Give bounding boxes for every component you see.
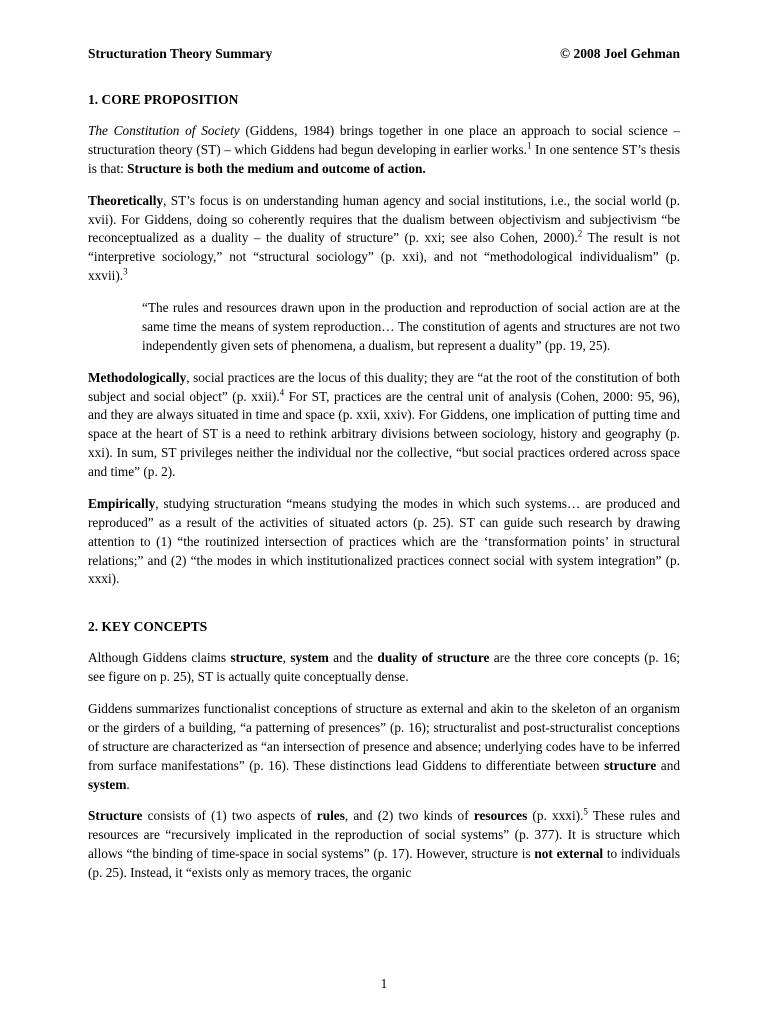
paragraph: Empirically, studying structuration “means studying the modes in which such systems… are produced and reproduced” as a result of the activities of situated actors (p. 25). ST can guide such research by drawing attention to (1) “the routinized intersection of practices which are the ‘transformation points’ in structural relations;” and (2) “the modes in which institutionalized practices connect social with system integration” (p. xxxi). [88,495,680,587]
block-quote: “The rules and resources drawn upon in the production and reproduction of social action are at the same time the means of system reproduction… The constitution of agents and structures are not two independently given sets of phenomena, a dualism, but represent a duality” (pp. 19, 25). [142,300,680,353]
paragraph: Structure consists of (1) two aspects of rules, and (2) two kinds of resources (p. xxxi).$^5$ These rules and resources are “recursively implicated in the reproduction of social systems” (p. 377). It is structure which allows “the binding of time-space in social systems” (p. 17). However, structure is not external to individuals (p. 25). Instead, it “exists only as memory traces, the organic [88,806,681,880]
paragraph: Giddens summarizes functionalist conceptions of structure as external and akin to the skeleton of an organism or the girders of a building, “a patterning of presences” (p. 16); structuralist and post-structuralist conceptions of structure are characterized as “an intersection of presence and absence; underlying codes have to be inferred from surface manifestations” (p. 16). These distinctions lead Giddens to differentiate between structure and system. [88,701,680,792]
page-header [88,46,680,62]
section-heading: 2. KEY CONCEPTS [88,619,208,635]
section-key-concepts [88,619,680,883]
section-heading: 1. CORE PROPOSITION [88,92,239,107]
section-core-proposition [88,92,680,589]
paragraph: The Constitution of Society (Giddens, 1984) brings together in one place an approach to social science – structuration theory (ST) – which Giddens had begun developing in earlier works.$^1$ In one sentence ST’s thesis is that: Structure is both the medium and outcome of action. [88,123,680,176]
header-title: Structuration Theory Summary [88,46,273,61]
paragraph: Theoretically, ST’s focus is on understanding human agency and social institutions, i.e., the social world (p. xvii). For Giddens, doing so coherently requires that the dualism between objectivism and subjectivism “be reconceptualized as a duality – the duality of structure” (p. xxi; see also Cohen, 2000).$^2$ The result is not “interpretive sociology,” not “structural sociology” (p. xxi), and not “methodological individualism” (p. xxvii).$^3$ [88,192,680,284]
header-copyright: © 2008 Joel Gehman [560,46,680,61]
page-number: 1 [380,976,388,991]
paragraph: Although Giddens claims structure, system and the duality of structure are the three core concepts (p. 16; see figure on p. 25), ST is actually quite conceptually dense. [88,650,680,685]
paragraph: Methodologically, social practices are the locus of this duality; they are “at the root of the constitution of both subject and social object” (p. xxii).$^4$ For ST, practices are the central unit of analysis (Cohen, 2000: 95, 96), and they are always situated in time and space (p. xxii, xxiv). For Giddens, one implication of putting time and space at the heart of ST is a need to rethink arbitrary divisions between sociology, history and geography (p. xxi). In sum, ST privileges neither the individual nor the collective, “but social practices ordered across space and time” (p. 2). [88,369,680,479]
